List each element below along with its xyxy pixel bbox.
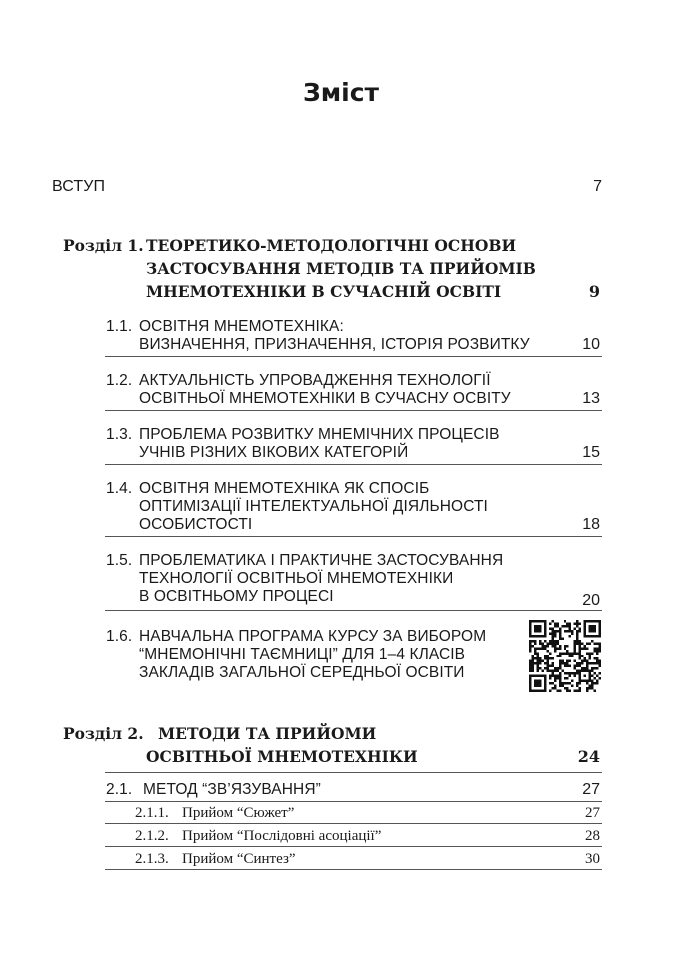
section-number: 1.1. (106, 318, 133, 335)
section-number: 1.6. (106, 628, 133, 645)
underline-rule (105, 356, 602, 357)
section-title-line[interactable]: ЗАКЛАДІВ ЗАГАЛЬНОЇ СЕРЕДНЬОЇ ОСВІТИ (139, 664, 465, 681)
section-title-line[interactable]: МЕТОД “ЗВ’ЯЗУВАННЯ” (143, 781, 321, 798)
subsection-number: 2.1.3. (135, 851, 169, 867)
subsection-page: 30 (585, 851, 600, 867)
underline-rule (105, 869, 602, 870)
subsection-page: 27 (585, 805, 600, 821)
section-title-line[interactable]: ОСОБИСТОСТІ (139, 516, 253, 533)
chapter1-title-line[interactable]: ТЕОРЕТИКО-МЕТОДОЛОГІЧНІ ОСНОВИ (146, 236, 517, 255)
section-title-line[interactable]: ОСВІТНЯ МНЕМОТЕХНІКА ЯК СПОСІБ (139, 480, 430, 497)
underline-rule (105, 823, 602, 824)
section-title-line[interactable]: ПРОБЛЕМА РОЗВИТКУ МНЕМІЧНИХ ПРОЦЕСІВ (139, 426, 500, 443)
section-title-line[interactable]: ПРОБЛЕМАТИКА І ПРАКТИЧНЕ ЗАСТОСУВАННЯ (139, 552, 504, 569)
section-title-line[interactable]: НАВЧАЛЬНА ПРОГРАМА КУРСУ ЗА ВИБОРОМ (139, 628, 487, 645)
subsection-page: 28 (585, 828, 600, 844)
subsection-title[interactable]: Прийом “Синтез” (182, 851, 296, 867)
underline-rule (105, 536, 602, 537)
section-title-line[interactable]: АКТУАЛЬНІСТЬ УПРОВАДЖЕННЯ ТЕХНОЛОГІЇ (139, 372, 491, 389)
underline-rule (105, 410, 602, 411)
section-title-line[interactable]: УЧНІВ РІЗНИХ ВІКОВИХ КАТЕГОРІЙ (139, 444, 409, 461)
section-page: 15 (582, 444, 600, 461)
underline-rule (105, 772, 602, 773)
section-title-line[interactable]: ВИЗНАЧЕННЯ, ПРИЗНАЧЕННЯ, ІСТОРІЯ РОЗВИТКУ (139, 336, 530, 353)
subsection-number: 2.1.1. (135, 805, 169, 821)
section-number: 1.5. (106, 552, 133, 569)
subsection-title[interactable]: Прийом “Сюжет” (182, 805, 295, 821)
section-title-line[interactable]: ОСВІТНЬОЇ МНЕМОТЕХНІКИ В СУЧАСНУ ОСВІТУ (139, 390, 511, 407)
page-title: Зміст (302, 78, 380, 107)
chapter2-title-line[interactable]: МЕТОДИ ТА ПРИЙОМИ (158, 724, 377, 743)
section-title-line[interactable]: ТЕХНОЛОГІЇ ОСВІТНЬОЇ МНЕМОТЕХНІКИ (139, 570, 454, 587)
underline-rule (105, 846, 602, 847)
toc-intro-page: 7 (593, 178, 602, 195)
section-page: 10 (582, 336, 600, 353)
subsection-title[interactable]: Прийом “Послідовні асоціації” (182, 828, 382, 844)
section-title-line[interactable]: ОСВІТНЯ МНЕМОТЕХНІКА: (139, 318, 344, 335)
chapter1-title-line[interactable]: МНЕМОТЕХНІКИ В СУЧАСНІЙ ОСВІТІ (146, 282, 502, 301)
section-page: 18 (582, 516, 600, 533)
toc-intro-label[interactable]: ВСТУП (52, 178, 106, 195)
section-title-line[interactable]: ОПТИМІЗАЦІЇ ІНТЕЛЕКТУАЛЬНОЇ ДІЯЛЬНОСТІ (139, 498, 488, 515)
chapter1-title-line[interactable]: ЗАСТОСУВАННЯ МЕТОДІВ ТА ПРИЙОМІВ (146, 259, 536, 278)
section-number: 2.1. (106, 781, 133, 798)
section-page: 20 (582, 592, 600, 609)
section-title-line[interactable]: “МНЕМОНІЧНІ ТАЄМНИЦІ” ДЛЯ 1–4 КЛАСІВ (139, 646, 466, 663)
qr-code-icon[interactable] (529, 620, 601, 692)
chapter2-title-line[interactable]: ОСВІТНЬОЇ МНЕМОТЕХНІКИ (146, 747, 418, 766)
section-number: 1.3. (106, 426, 133, 443)
section-number: 1.2. (106, 372, 133, 389)
section-page: 13 (582, 390, 600, 407)
chapter1-page: 9 (588, 282, 600, 301)
chapter2-number: Розділ 2. (63, 724, 144, 743)
chapter1-number: Розділ 1. (63, 236, 144, 255)
subsection-number: 2.1.2. (135, 828, 169, 844)
underline-rule (105, 610, 602, 611)
underline-rule (105, 464, 602, 465)
chapter2-page: 24 (577, 747, 600, 766)
underline-rule (105, 801, 602, 802)
section-title-line[interactable]: В ОСВІТНЬОМУ ПРОЦЕСІ (139, 588, 334, 605)
section-page: 27 (582, 781, 600, 798)
section-number: 1.4. (106, 480, 133, 497)
